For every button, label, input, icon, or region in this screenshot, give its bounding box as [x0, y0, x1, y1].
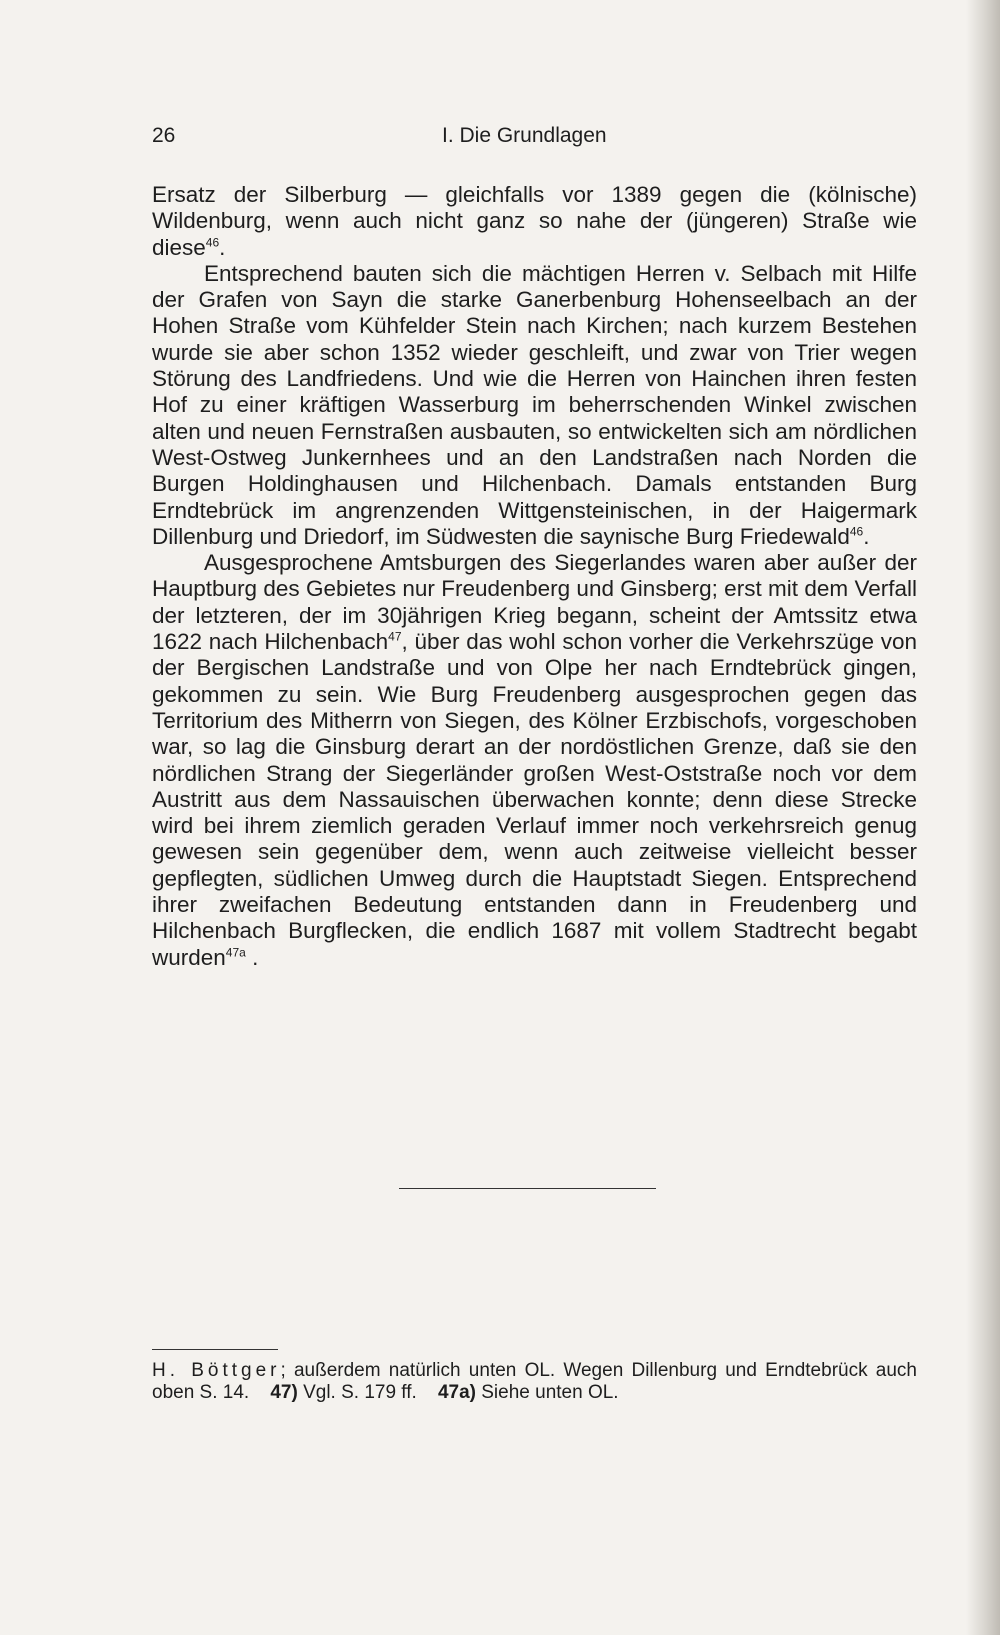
body-text	[152, 182, 917, 971]
footnote-block	[152, 1360, 917, 1404]
section-divider	[399, 1188, 656, 1189]
footnote-author: H. Böttger	[152, 1360, 281, 1381]
paragraph-2	[152, 261, 917, 550]
paragraph-text: Ausgesprochene Amtsburgen des Siegerlandes waren aber außer der Hauptburg des Gebietes nur Freudenberg und Ginsberg; erst mit dem Verfall der letzteren, der im 30jährigen Krieg begann, scheint der Amtssitz etwa 1622 nach Hilchenbach	[152, 550, 917, 655]
page-edge-shadow	[966, 0, 1000, 1635]
paragraph-text: .	[245, 944, 259, 970]
paragraph-text: , über das wohl schon vorher die Verkehrszüge von der Bergischen Landstraße und von Olpe her nach Erndtebrück gingen, gekommen zu sein. Wie Burg Freudenberg ausgesprochen gegen das Territorium des Mitherrn von Siegen, des Kölner Erzbischofs, vorgeschoben war, so lag die Ginsburg derart an der nordöstlichen Grenze, daß sie den nördlichen Strang der Siegerländer großen West-Oststraße noch vor dem Austritt aus dem Nassauischen überwachen konnte; denn diese Strecke wird bei ihrem ziemlich geraden Verlauf immer noch verkehrsreich genug gewesen sein gegenüber dem, wenn auch zeitweise vielleicht besser gepflegten, südlichen Umweg durch die Hauptstadt Siegen. Entsprechend ihrer zweifachen Bedeutung entstanden dann in Freudenberg und Hilchenbach Burgflecken, die endlich 1687 mit vollem Stadtrecht begabt wurden	[152, 629, 917, 970]
footnote-ref-46: 46	[205, 235, 220, 250]
paragraph-3	[152, 550, 917, 971]
footnote-ref-47a: 47a	[225, 945, 246, 960]
footnote-label-47: 47)	[270, 1382, 298, 1403]
footnote-label-47a: 47a)	[437, 1382, 476, 1403]
running-title: I. Die Grundlagen	[442, 124, 607, 147]
page-number: 26	[152, 124, 176, 147]
paragraph-1	[152, 182, 917, 261]
paragraph-text: .	[863, 523, 870, 549]
paragraph-text: Ersatz der Silberburg — gleichfalls vor 1389 gegen die (kölnische) Wildenburg, wenn auch nicht ganz so nahe der (jüngeren) Straße wie diese	[152, 182, 917, 260]
page-header	[152, 124, 917, 154]
paragraph-text: Entsprechend bauten sich die mächtigen Herren v. Selbach mit Hilfe der Grafen von Sayn die starke Ganerbenburg Hohenseelbach an der Hohen Straße vom Kühfelder Stein nach Kirchen; nach kurzem Bestehen wurde sie aber schon 1352 wieder geschleift, und zwar von Trier wegen Störung des Landfriedens. Und wie die Herren von Hainchen ihren festen Hof zu einer kräftigen Wasserburg im beherrschenden Winkel zwischen alten und neuen Fernstraßen ausbauten, so entwickelten sich am nördlichen West-Ostweg Junkernhees und an den Landstraßen nach Norden die Burgen Holdinghausen und Hilchenbach. Damals entstanden Burg Erndtebrück im angrenzenden Wittgensteinischen, in der Haigermark Dillenburg und Driedorf, im Südwesten die saynische Burg Friedewald	[152, 260, 917, 549]
footnote-text-47: Vgl. S. 179 ff.	[297, 1382, 417, 1403]
footnotes	[152, 1360, 917, 1404]
footnote-rule	[152, 1349, 278, 1350]
footnote-ref-46: 46	[849, 524, 864, 539]
paragraph-text: .	[219, 234, 226, 260]
footnote-text-47a: Siehe unten OL.	[475, 1382, 619, 1403]
footnote-text: ; außerdem natürlich unten OL. Wegen Dillenburg und Erndtebrück auch oben S. 14.	[152, 1360, 917, 1403]
footnote-ref-47: 47	[388, 629, 402, 644]
